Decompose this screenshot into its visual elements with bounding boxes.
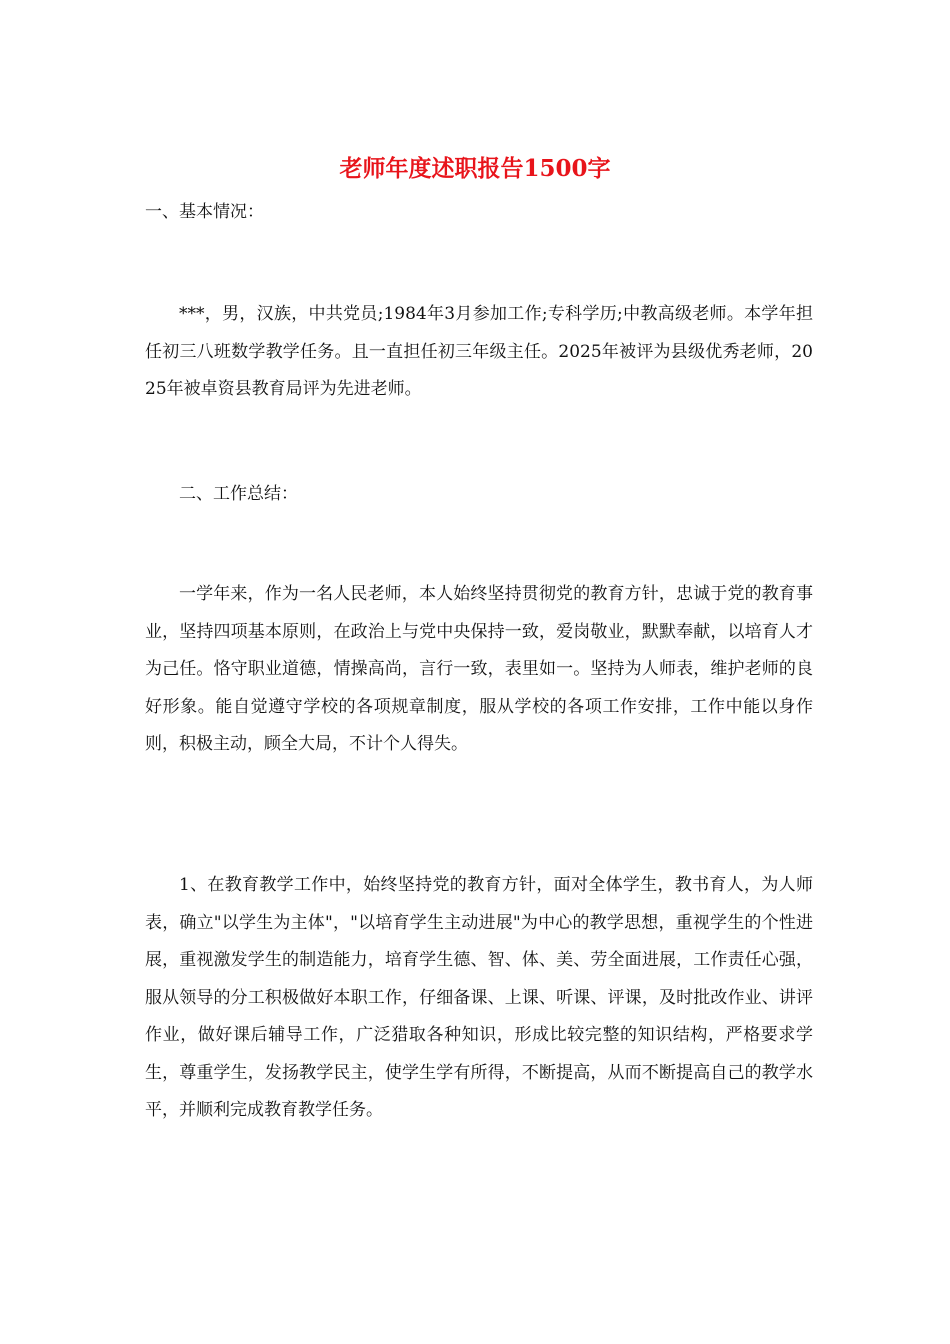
paragraph-basic-info: ***，男，汉族，中共党员;1984年3月参加工作;专科学历;中教高级老师。本学年担任初三八班数学教学任务。且一直担任初三年级主任。2025年被评为县级优秀老师，2025年被卓资县教育局评为先进老师。 [145,304,813,399]
section-heading-basic-info: 一、基本情况： [145,202,264,222]
paragraph-teaching-work: 1、在教育教学工作中，始终坚持党的教育方针，面对全体学生，教书育人，为人师表，确立"以学生为主体"，"以培育学生主动进展"为中心的教学思想，重视学生的个性进展，重视激发学生的制造能力，培育学生德、智、体、美、劳全面进展，工作责任心强，服从领导的分工积极做好本职工作，仔细备课、上课、听课、评课，及时批改作业、讲评作业，做好课后辅导工作，广泛猎取各种知识，形成比较完整的知识结构，严格要求学生，尊重学生，发扬教学民主，使学生学有所得，不断提高，从而不断提高自己的教学水平，并顺利完成教育教学任务。 [145,875,813,1120]
document-title: 老师年度述职报告1500字 [339,155,611,182]
paragraph-work-summary: 一学年来，作为一名人民老师，本人始终坚持贯彻党的教育方针，忠诚于党的教育事业，坚持四项基本原则，在政治上与党中央保持一致，爱岗敬业，默默奉献，以培育人才为己任。恪守职业道德，情操高尚，言行一致，表里如一。坚持为人师表，维护老师的良好形象。能自觉遵守学校的各项规章制度，服从学校的各项工作安排，工作中能以身作则，积极主动，顾全大局，不计个人得失。 [145,584,813,754]
section-heading-work-summary: 二、工作总结： [179,484,298,504]
